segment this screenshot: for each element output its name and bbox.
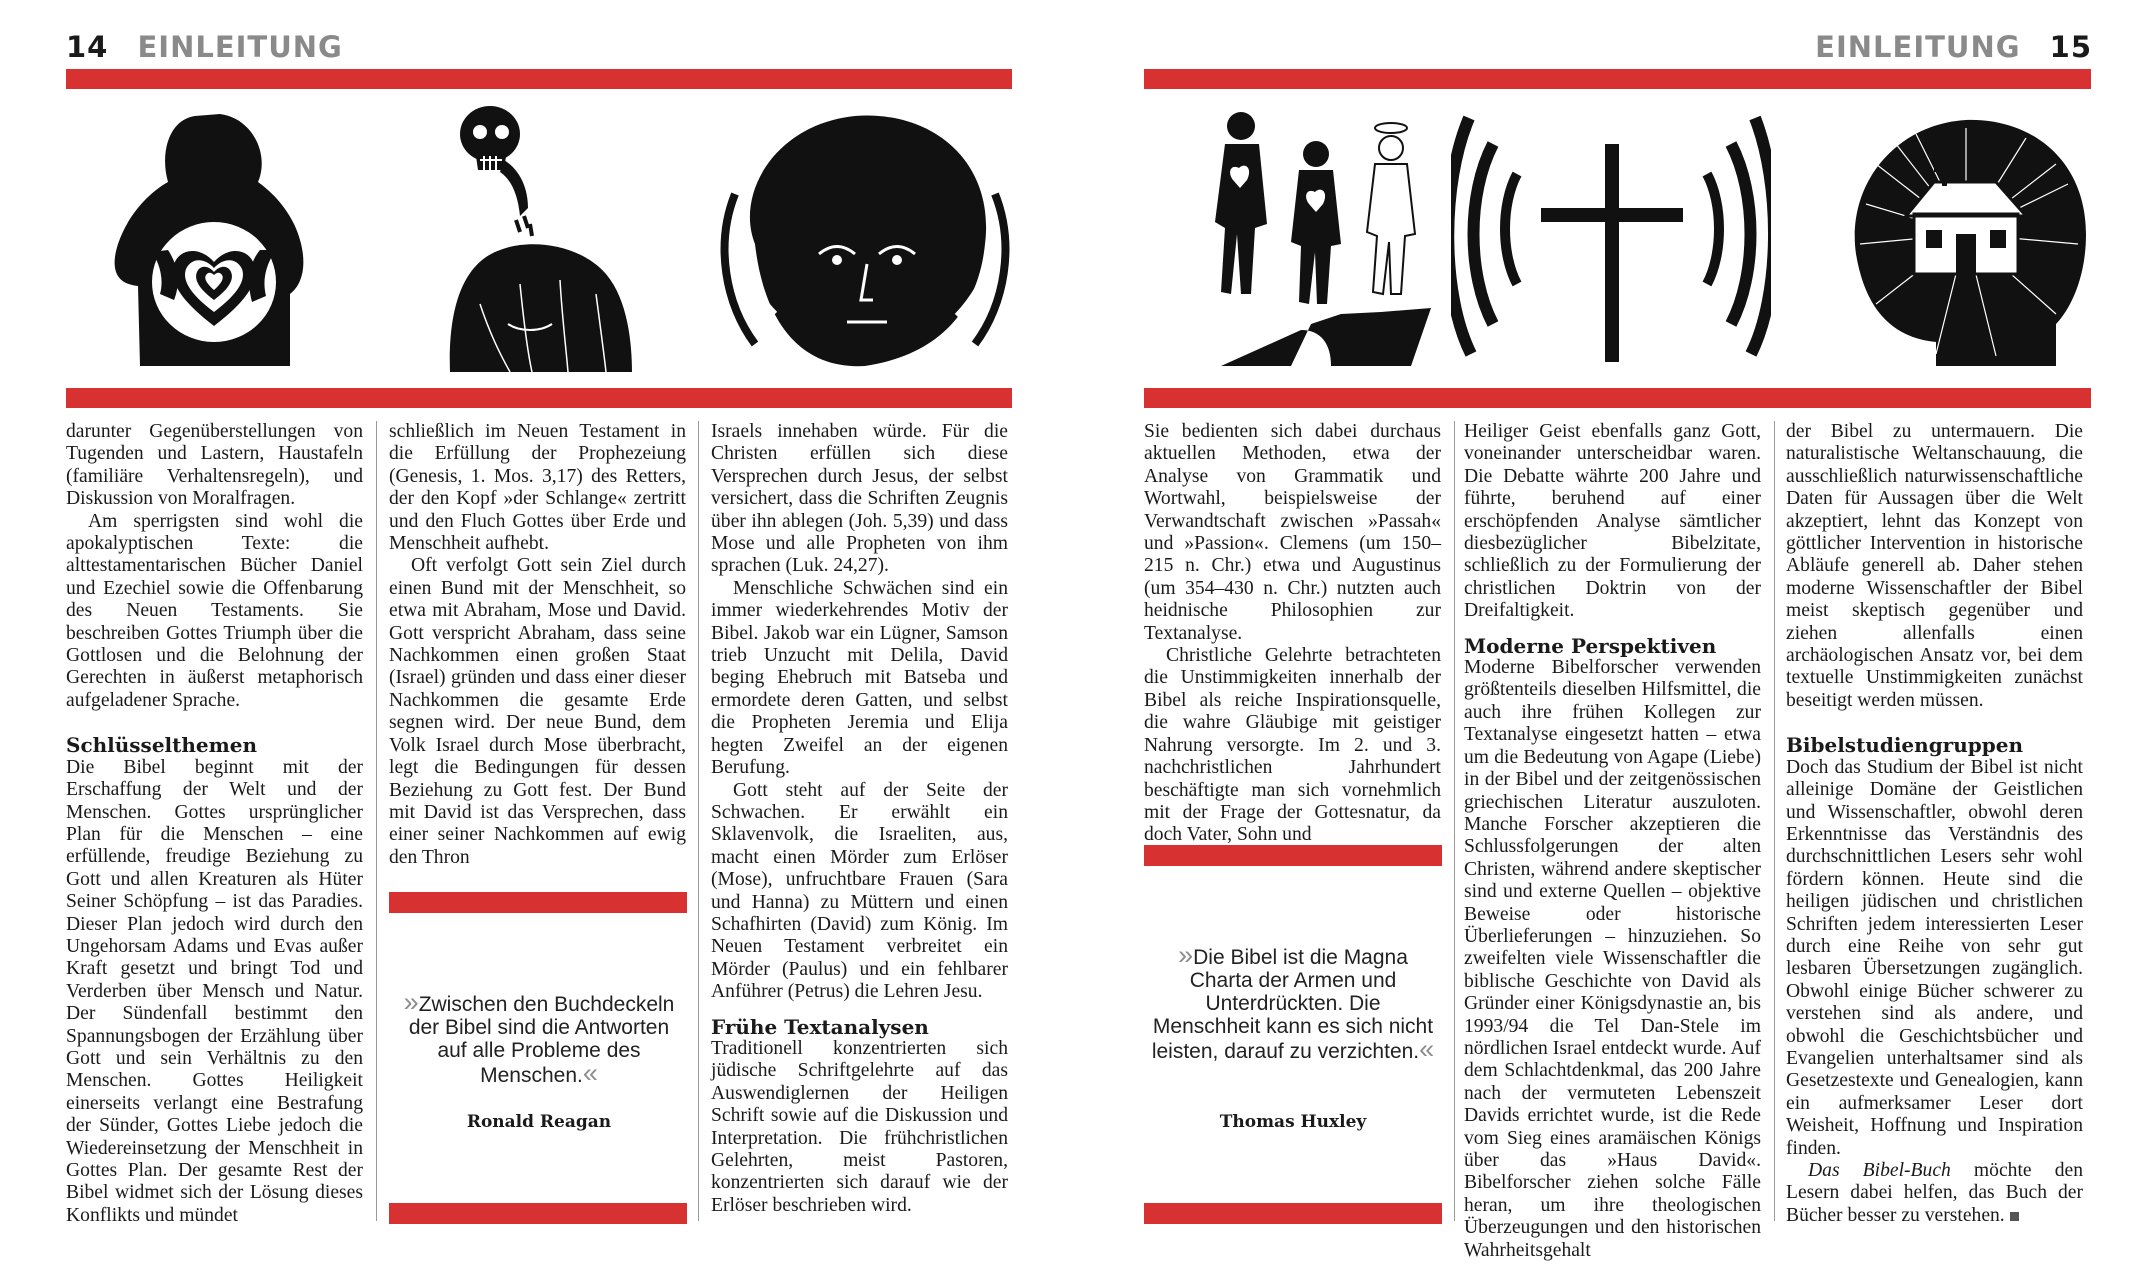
cross-signal-icon bbox=[1451, 104, 1771, 374]
walking-figures-icon bbox=[1181, 104, 1471, 374]
quote-author: Thomas Huxley bbox=[1219, 1112, 1367, 1132]
book-title: Das Bibel-Buch bbox=[1808, 1160, 1951, 1181]
quote-author: Ronald Reagan bbox=[466, 1112, 612, 1132]
paragraph: Moderne Bibelforscher verwenden größtenteils dieselben Hilfsmittel, die auch ihre frühen Kollegen zur Textanalyse eingesetzt hatten – etwa um die Bedeutung von Agape (Liebe) in der Bibel und der zeitgenössischen griechischen Literatur auszuloten. Manche Forscher akzeptieren die Schlussfolgerungen der alten Christen, während andere skeptischer sind und externe Quellen – objektive Beweise oder historische Überlieferungen – hinzuziehen. So zweifelten viele Wissenschaftler die biblische Geschichte von David als Gründer einer Königsdynastie an, bis 1993/94 die Tel Dan-Stele im nördlichen Israel entdeckt wurde. Auf dem Schlachtdenkmal, das 200 Jahre nach der vermuteten Lebenszeit Davids errichtet wurde, ist die Rede vom Sieg eines aramäischen Königs über das »Haus David«. Bibelforscher ziehen solche Fälle heran, um ihre theologischen Überzeugungen und den historischen Wahrheitsgehalt bbox=[1464, 657, 1761, 1261]
section-title: EINLEITUNG bbox=[137, 30, 343, 64]
text-column-1 bbox=[1144, 421, 1441, 847]
top-red-bar bbox=[1144, 69, 2091, 89]
church-head-icon bbox=[1816, 104, 2106, 374]
end-mark-icon bbox=[2010, 1212, 2019, 1221]
section-heading: Moderne Perspektiven bbox=[1464, 633, 1717, 658]
section-heading: Frühe Textanalysen bbox=[711, 1014, 929, 1039]
paragraph: Christliche Gelehrte betrachteten die Unstimmigkeiten innerhalb der Bibel als reiche Inspirationsquelle, die wahre Gläubige mit geistiger Nahrung versorgte. Im 2. und 3. nachchristlichen Jahrhundert beschäftigte man sich vornehmlich mit der Frage der Gottesnatur, da doch Vater, Sohn und bbox=[1144, 645, 1441, 846]
paragraph: darunter Gegenüberstellungen von Tugenden und Lastern, Haustafeln (familiäre Verhaltensregeln), und Diskussion von Moralfragen. bbox=[66, 421, 363, 510]
column-divider bbox=[1454, 421, 1455, 1221]
paragraph: Die Bibel beginnt mit der Erschaffung der Welt und der Menschen. Gottes ursprünglicher Plan für die Menschen – eine erfüllende, freudige Beziehung zu Gott und allen Kreaturen als Hüter Seiner Schöpfung – ist das Paradies. Dieser Plan jedoch wird durch den Ungehorsam Adams und Evas außer Kraft gesetzt und bringt Tod und Verderben über Mensch und Natur. Der Sündenfall bestimmt den Spannungsbogen der Erzählung über Gott und sein Verhältnis zu den Menschen. Gottes Heiligkeit einerseits verlangt eine Bestrafung der Sünder, Gottes Liebe jedoch die Wiedereinsetzung der Menschheit in Gottes Plan. Der gesamte Rest der Bibel widmet sich der Lösung dieses Konflikts und mündet bbox=[66, 756, 363, 1226]
text-column-2 bbox=[1464, 421, 1761, 1262]
page-number: 14 bbox=[66, 30, 109, 64]
text-column-3 bbox=[711, 421, 1008, 1217]
quote-top-red-bar bbox=[389, 892, 687, 913]
top-red-bar bbox=[66, 69, 1012, 89]
paragraph: Am sperrigsten sind wohl die apokalyptischen Texte: die alttestamentarischen Bücher Daniel und Ezechiel sowie die Offenbarung des Neuen Testaments. Sie beschreiben Gottes Triumph über die Gottlosen und die Belohnung der Gerechten in äußerst metaphorisch aufgeladener Sprache. bbox=[66, 510, 363, 711]
paragraph: Gott steht auf der Seite der Schwachen. Er erwählt ein Sklavenvolk, die Israeliten, aus, macht einen Mörder zum Erlöser (Mose), unfruchtbare Frauen (Sara und Hanna) zu Müttern und einen Schafhirten (David) zum König. Im Neuen Testament verbreitet ein Mörder (Paulus) und ein fehlbarer Anführer (Petrus) die Lehren Jesu. bbox=[711, 779, 1008, 1003]
quote-open-mark: » bbox=[1178, 940, 1194, 970]
quote-close-mark: « bbox=[582, 1058, 598, 1088]
quote-text: Die Bibel ist die Magna Charta der Armen und Unterdrückten. Die Menschheit kann es sich nicht leisten, darauf zu verzichten. bbox=[1151, 946, 1434, 1063]
column-divider bbox=[1774, 421, 1775, 1221]
quote-close-mark: « bbox=[1419, 1034, 1435, 1064]
paragraph: schließlich im Neuen Testament in die Erfüllung der Prophezeiung (Genesis, 1. Mos. 3,17) des Retters, der den Kopf »der Schlange« zertritt und den Fluch Gottes über Erde und Menschheit aufhebt. bbox=[389, 421, 686, 555]
quote-bottom-red-bar bbox=[389, 1203, 687, 1224]
page-header bbox=[1815, 30, 2092, 64]
text-column-3 bbox=[1786, 421, 2083, 1227]
paragraph: Doch das Studium der Bibel ist nicht alleinige Domäne der Geistlichen und Wissenschaftler, obwohl deren Erkenntnisse das Verständnis des durchschnittlichen Lesers sehr wohl fördern können. Heute sind die heiligen jüdischen und christlichen Schriften jedem interessierten Leser durch eine Reihe von sehr gut lesbaren Übersetzungen zugänglich. Obwohl einige Bücher schwerer zu verstehen sind als andere, und obwohl die Geschichtsbücher und Evangelien unterhaltsamer sind als Gesetzestexte und Genealogien, kann ein aufmerksamer Leser dort Weisheit, Hoffnung und Inspiration finden. bbox=[1786, 756, 2083, 1159]
paragraph: Traditionell konzentrierten sich jüdische Schriftgelehrte auf das Auswendiglernen der Heiligen Schrift sowie auf die Diskussion und Interpretation. Die frühchristlichen Gelehrten, meist Pastoren, konzentrierten sich darauf wie der Erlöser beschrieben wird. bbox=[711, 1037, 1008, 1216]
quote-top-red-bar bbox=[1144, 845, 1442, 866]
section-heading: Schlüsselthemen bbox=[66, 733, 258, 758]
mid-red-bar bbox=[1144, 388, 2091, 408]
paragraph: Menschliche Schwächen sind ein immer wiederkehrendes Motiv der Bibel. Jakob war ein Lügner, Samson trieb Unzucht mit Delila, David beging Ehebruch mit Batseba und ermordete deren Gatten, und selbst die Propheten Jeremia und Elija hegten Zweifel an der eigenen Berufung. bbox=[711, 577, 1008, 779]
column-divider bbox=[376, 421, 377, 1221]
paragraph: Oft verfolgt Gott sein Ziel durch einen Bund mit der Menschheit, so etwa mit Abraham, Mose und David. Gott verspricht Abraham, dass seine Nachkommen einen großen Staat (Israel) gründen und dass einer dieser Nachkommen die gesamte Erde segnen wird. Der neue Bund, dem Volk Israel durch Mose überbracht, legt die Bedingungen für dessen Beziehung zu Gott fest. Der Bund mit David ist das Versprechen, dass einer seiner Nachkommen auf ewig den Thron bbox=[389, 555, 686, 868]
paragraph: Heiliger Geist ebenfalls ganz Gott, voneinander unterscheidbar waren. Die Debatte währte 200 Jahre und führte, beruhend auf einer erschöpfenden Analyse sämtlicher diesbezüglicher Bibelzitate, schließlich zu der Formulierung der christlichen Doktrin von der Dreifaltigkeit. bbox=[1464, 421, 1761, 622]
paragraph: Sie bedienten sich dabei durchaus aktuellen Methoden, etwa der Analyse von Grammatik und Wortwahl, beispielsweise der Verwandtschaft zwischen »Passah« und »Passion«. Clemens (um 150–215 n. Chr.) etwa und Augustinus (um 354–430 n. Chr.) nutzten auch heidnische Philosophien zur Textanalyse. bbox=[1144, 421, 1441, 644]
mid-red-bar bbox=[66, 388, 1012, 408]
section-title: EINLEITUNG bbox=[1815, 30, 2021, 64]
pull-quote bbox=[395, 987, 683, 1088]
paragraph: Israels innehaben würde. Für die Christen erfüllen sich diese Versprechen durch Jesus, der selbst versichert, dass die Schriften Zeugnis über ihn ablegen (Joh. 5,39) und dass Mose und alle Propheten von ihm sprachen (Luk. 24,27). bbox=[711, 421, 1008, 577]
quote-bottom-red-bar bbox=[1144, 1203, 1442, 1224]
skull-serpent-icon bbox=[420, 104, 670, 374]
page-number: 15 bbox=[2049, 30, 2092, 64]
text-column-2 bbox=[389, 421, 686, 869]
section-heading: Bibelstudiengruppen bbox=[1786, 733, 2023, 758]
quote-text: Zwischen den Buchdeckeln der Bibel sind die Antworten auf alle Probleme des Menschen. bbox=[408, 993, 675, 1087]
pull-quote bbox=[1151, 940, 1435, 1064]
paragraph-text: möchte den Lesern dabei helfen, das Buch der Bücher besser zu verstehen. bbox=[1786, 1160, 2083, 1226]
paragraph: der Bibel zu untermauern. Die naturalistische Weltanschauung, die ausschließlich naturwissenschaftliche Daten für Aussagen über die Welt akzeptiert, lehnt das Konzept von göttlicher Intervention in historische Abläufe generell ab. Daher stehen moderne Wissenschaftler der Bibel meist skeptisch gegenüber und ziehen allenfalls einen archäologischen Ansatz vor, bei dem textuelle Unstimmigkeiten zunächst beseitigt werden müssen. bbox=[1786, 421, 2083, 711]
quote-open-mark: » bbox=[403, 987, 419, 1017]
page-header bbox=[66, 30, 343, 64]
text-column-1 bbox=[66, 421, 363, 1227]
paragraph bbox=[1786, 1160, 2083, 1227]
right-page bbox=[1071, 0, 2142, 1280]
heart-hands-figure-icon bbox=[90, 104, 340, 374]
prophets-heads-icon bbox=[715, 104, 1015, 374]
column-divider bbox=[698, 421, 699, 1221]
